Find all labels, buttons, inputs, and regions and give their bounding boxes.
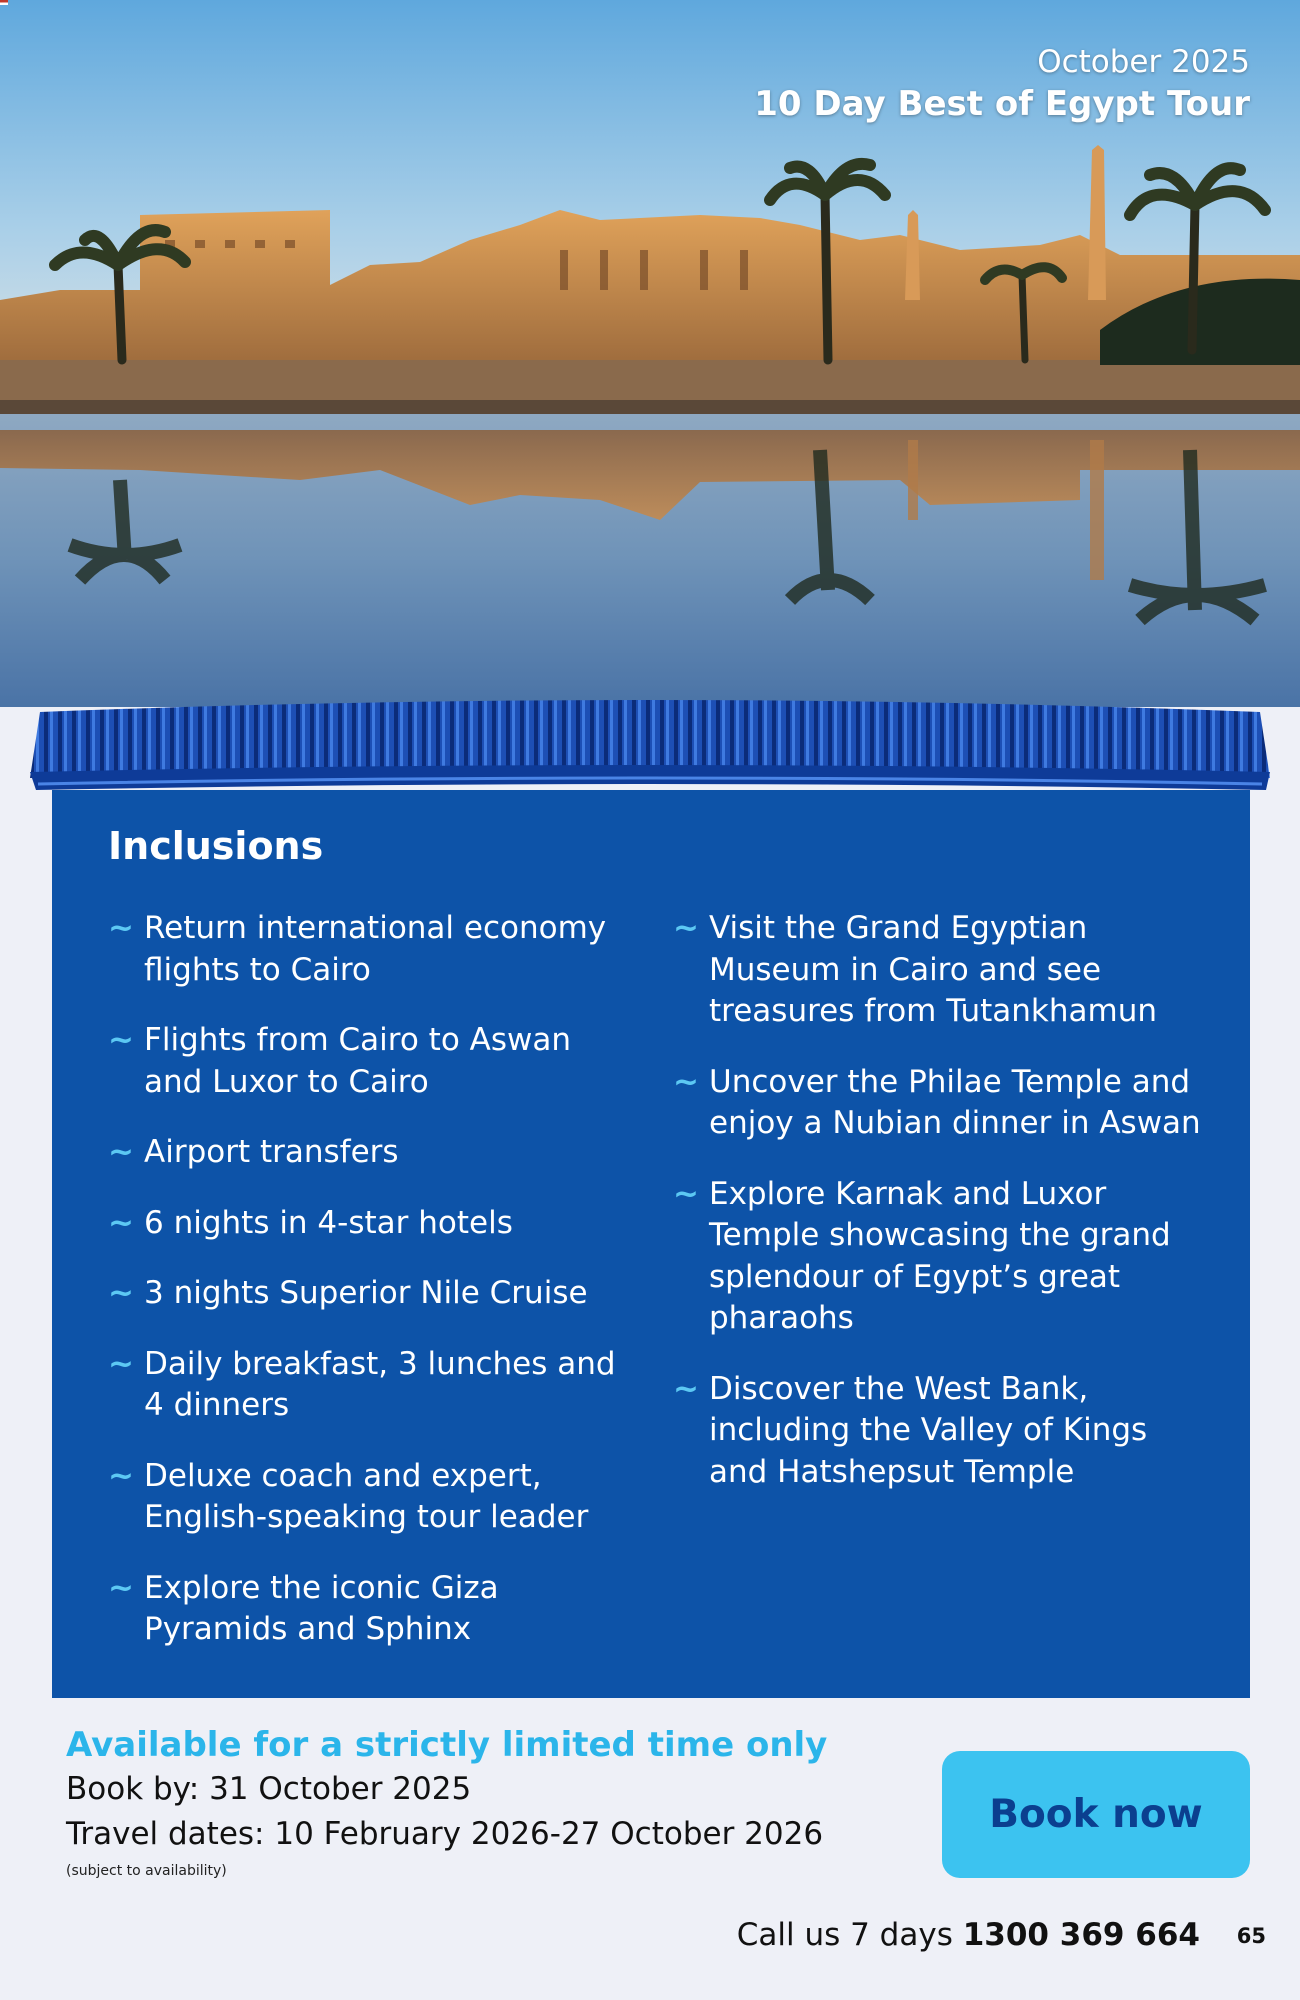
inclusion-item: ~ Airport transfers [108,1132,628,1174]
tour-title: 10 Day Best of Egypt Tour [754,84,1250,124]
inclusions-panel [52,790,1250,1698]
call-us-text: Call us 7 days [736,1917,953,1953]
flag-icon [0,0,8,5]
availability-note: (subject to availability) [66,1863,227,1879]
tour-date: October 2025 [1037,44,1250,80]
curtain-valance-decoration [30,688,1270,794]
inclusion-item: ~ Visit the Grand Egyptian Museum in Cairo and see treasures from Tutankhamun [673,910,1157,1029]
phone-number[interactable]: 1300 369 664 [962,1917,1200,1953]
tilde-bullet-icon: ~ [108,1345,134,1382]
hero-photo [0,0,1300,707]
inclusions-list-left [108,908,628,1680]
tilde-bullet-icon: ~ [673,910,699,946]
inclusions-list-right [673,908,1213,1522]
tilde-bullet-icon: ~ [108,1204,134,1241]
book-now-button[interactable]: Book now [942,1751,1250,1878]
inclusion-item: ~ Return international economy flights to Cairo [108,910,607,988]
page-number: 65 [1236,1924,1266,1948]
call-us-line [737,1917,1200,1953]
tilde-bullet-icon: ~ [108,1457,134,1494]
limited-time-headline: Available for a strictly limited time only [66,1725,828,1765]
tilde-bullet-icon: ~ [108,1569,134,1606]
inclusions-heading: Inclusions [108,824,324,868]
inclusion-item: ~ Uncover the Philae Temple and enjoy a Nubian dinner in Aswan [673,1063,1201,1141]
travel-dates: Travel dates: 10 February 2026-27 October 2026 [66,1816,824,1852]
inclusion-item: ~ Explore Karnak and Luxor Temple showcasing the grand splendour of Egypt’s great pharaohs [673,1175,1171,1336]
inclusion-item: ~ Deluxe coach and expert, English-speaking tour leader [108,1457,589,1535]
tilde-bullet-icon: ~ [108,910,134,946]
inclusion-item: ~ Flights from Cairo to Aswan and Luxor to Cairo [108,1022,572,1100]
tilde-bullet-icon: ~ [673,1063,699,1100]
book-by-date: Book by: 31 October 2025 [66,1771,472,1807]
tilde-bullet-icon: ~ [673,1175,699,1212]
tilde-bullet-icon: ~ [108,1134,134,1170]
inclusion-item: ~ Discover the West Bank, including the Valley of Kings and Hatshepsut Temple [673,1370,1148,1490]
tilde-bullet-icon: ~ [108,1022,134,1058]
tilde-bullet-icon: ~ [108,1275,134,1311]
inclusion-item: ~ 3 nights Superior Nile Cruise [108,1273,628,1315]
tilde-bullet-icon: ~ [673,1370,699,1407]
inclusion-item: ~ Daily breakfast, 3 lunches and 4 dinners [108,1345,616,1423]
inclusion-item: ~ Explore the iconic Giza Pyramids and Sphinx [108,1569,499,1647]
inclusion-item: ~ 6 nights in 4-star hotels [108,1203,628,1245]
